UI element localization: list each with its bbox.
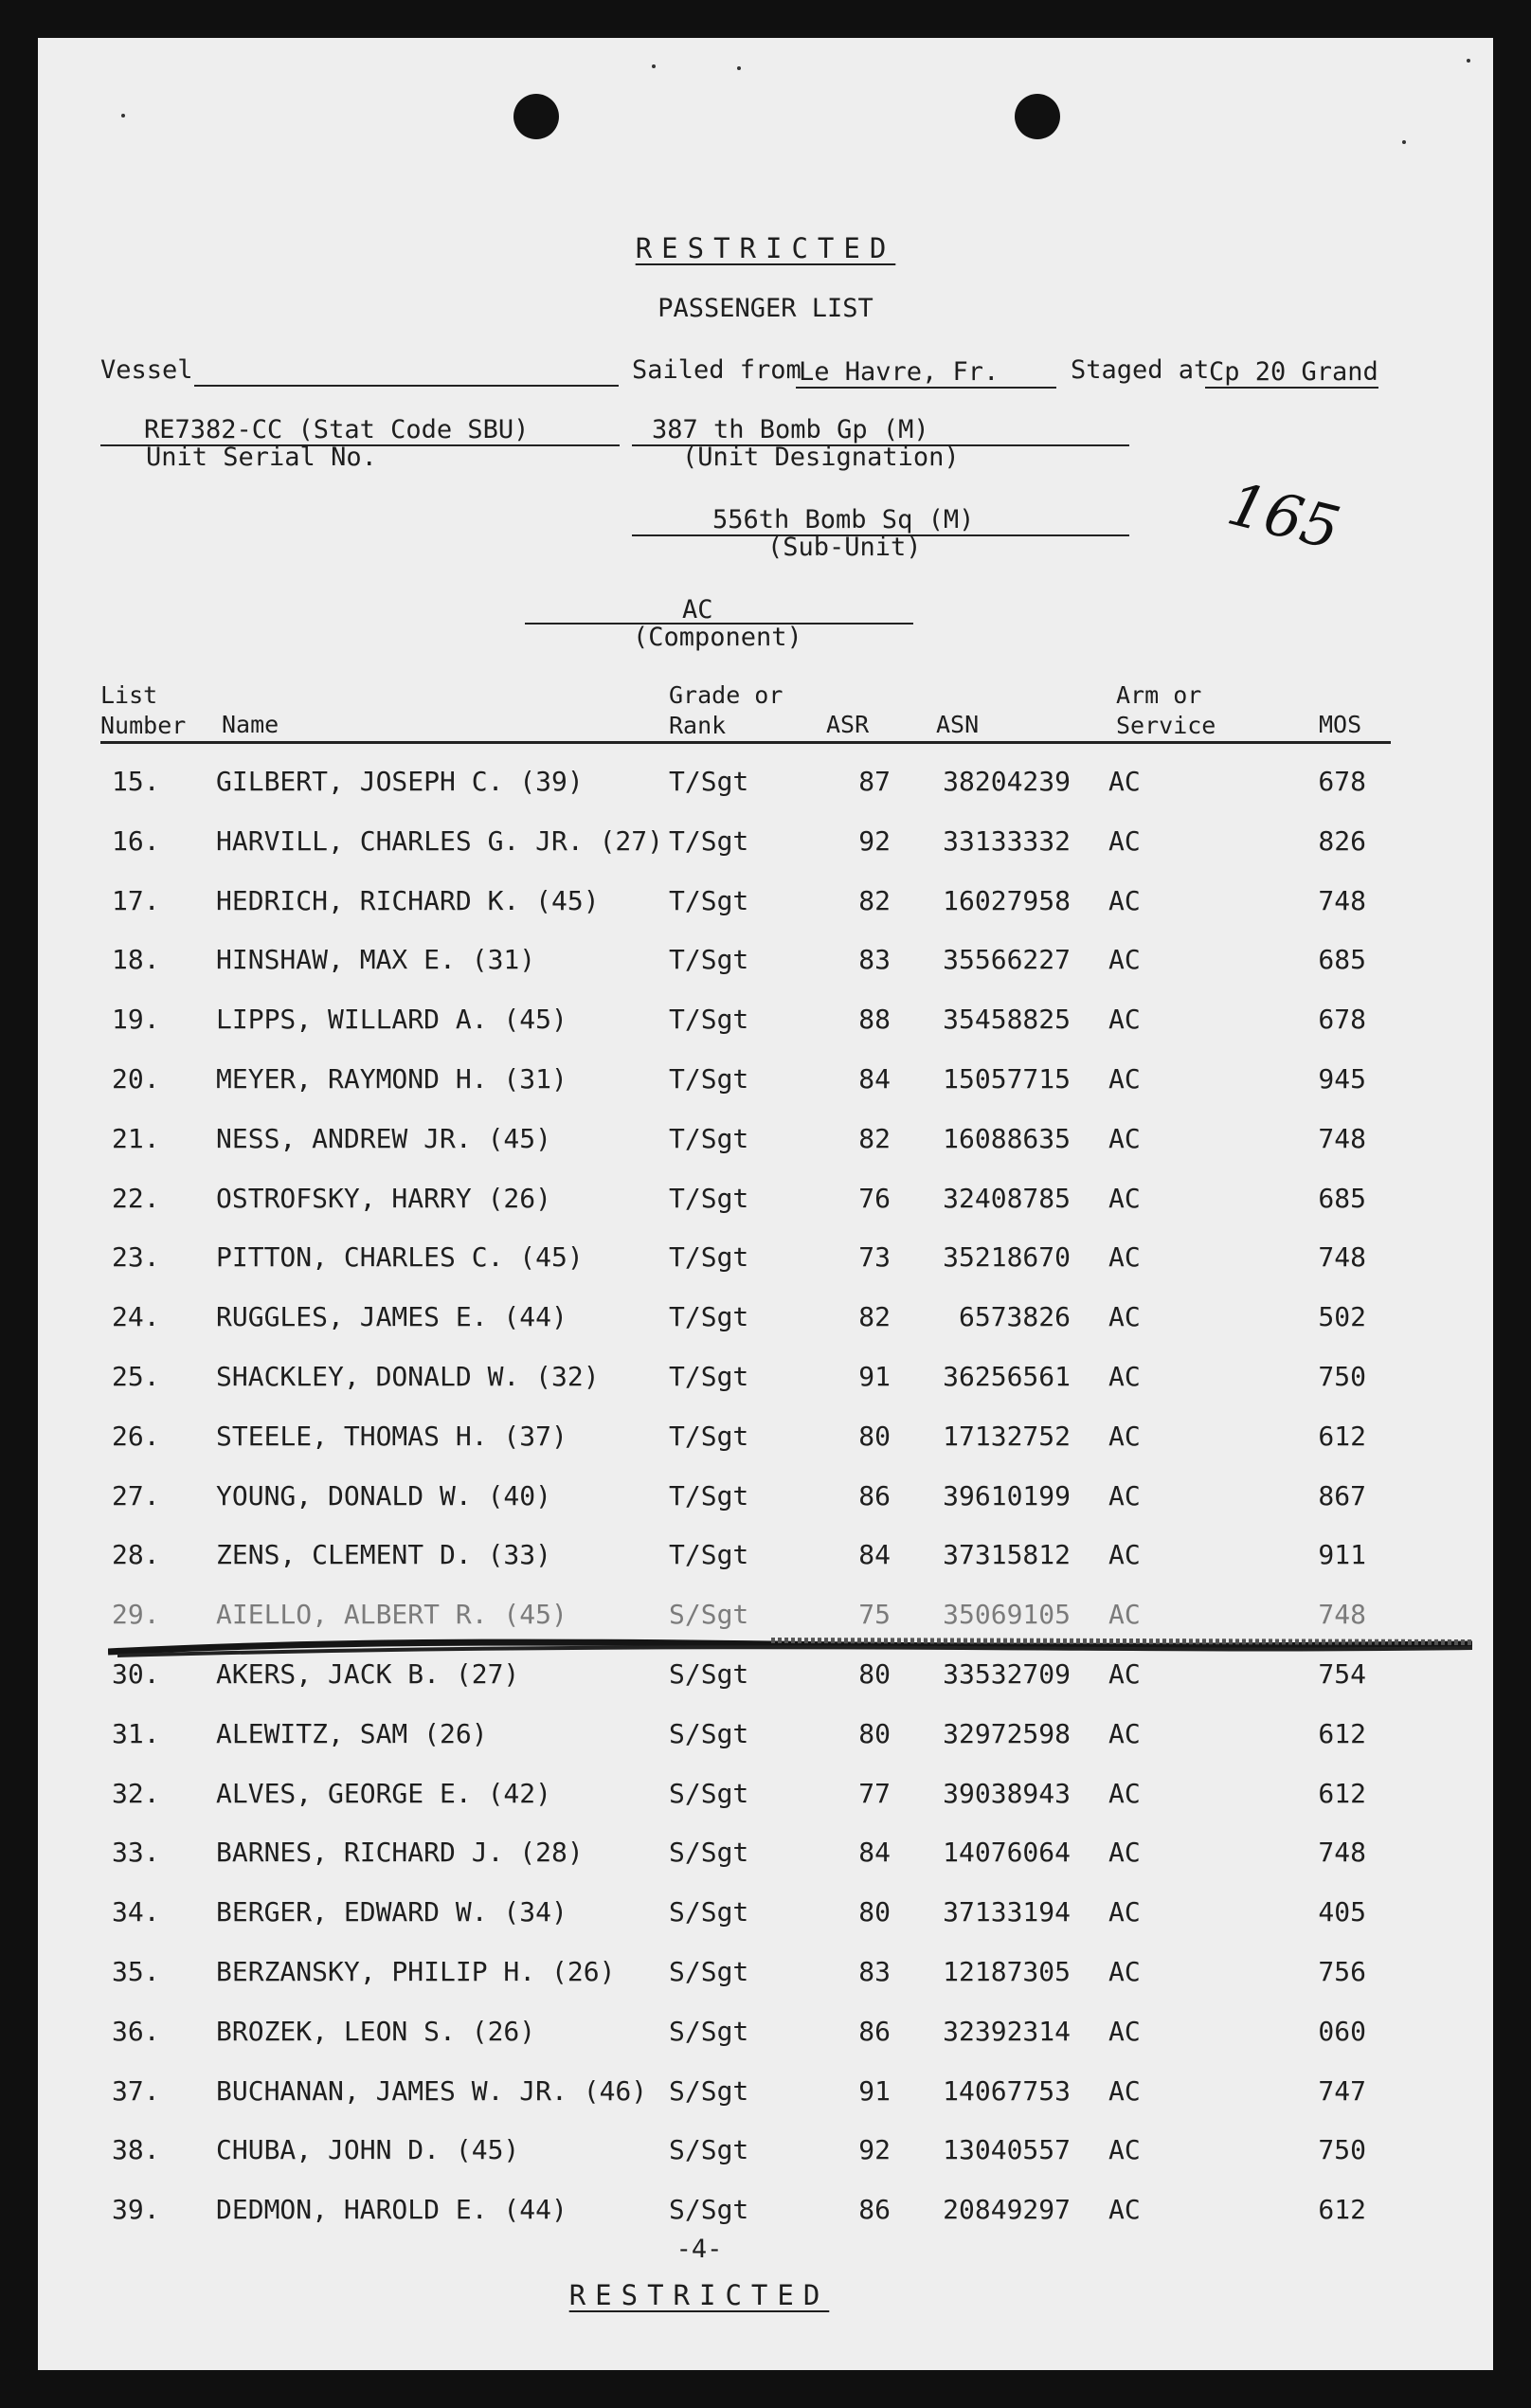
grade-rank: T/Sgt: [669, 1004, 749, 1036]
list-number: 28.: [112, 1539, 160, 1571]
table-row: [38, 1778, 1493, 1825]
grade-rank: S/Sgt: [669, 2194, 749, 2226]
arm-service: AC: [1108, 2074, 1141, 2107]
arm-service: AC: [1108, 766, 1141, 797]
asn-number: 35069105: [943, 1599, 1071, 1631]
list-number: 27.: [112, 1479, 160, 1512]
grade-rank: T/Sgt: [669, 884, 749, 916]
mos-code: 612: [1318, 1420, 1366, 1452]
sub-unit-value: 556th Bomb Sq (M): [712, 505, 975, 534]
list-number: 19.: [112, 1004, 160, 1036]
table-row: [38, 1421, 1493, 1468]
asr-score: 80: [858, 1896, 891, 1928]
mos-code: 754: [1318, 1658, 1366, 1690]
asn-number: 12187305: [943, 1956, 1071, 1987]
arm-service: AC: [1108, 1599, 1141, 1631]
grade-rank: S/Sgt: [669, 2074, 749, 2107]
unit-designation-label: (Unit Designation): [682, 443, 960, 472]
passenger-name: MEYER, RAYMOND H. (31): [216, 1063, 567, 1095]
vessel-rule: [194, 385, 619, 387]
arm-service: AC: [1108, 884, 1141, 916]
passenger-name: RUGGLES, JAMES E. (44): [216, 1301, 567, 1333]
table-row: [38, 1361, 1493, 1408]
list-number: 17.: [112, 884, 160, 916]
asr-score: 75: [858, 1599, 891, 1631]
mos-code: 750: [1318, 1361, 1366, 1392]
arm-service: AC: [1108, 1241, 1141, 1274]
paper-speck: [1402, 140, 1406, 144]
asr-score: 86: [858, 1479, 891, 1512]
asn-number: 36256561: [943, 1361, 1071, 1392]
passenger-name: AIELLO, ALBERT R. (45): [216, 1599, 567, 1631]
passenger-name: HEDRICH, RICHARD K. (45): [216, 884, 600, 916]
table-row: [38, 1956, 1493, 2003]
passenger-name: GILBERT, JOSEPH C. (39): [216, 766, 584, 797]
sailed-from-rule: [796, 387, 1056, 389]
mos-code: 612: [1318, 1717, 1366, 1749]
asr-score: 83: [858, 1956, 891, 1987]
passenger-name: ALEWITZ, SAM (26): [216, 1717, 488, 1749]
asn-number: 32972598: [943, 1717, 1071, 1749]
arm-service: AC: [1108, 2194, 1141, 2226]
table-row: [38, 1718, 1493, 1765]
asr-score: 91: [858, 1361, 891, 1392]
asn-number: 17132752: [943, 1420, 1071, 1452]
paper-speck: [737, 66, 741, 70]
list-number: 18.: [112, 944, 160, 976]
asr-score: 77: [858, 1777, 891, 1809]
classification-bottom: RESTRICTED: [568, 2279, 830, 2311]
passenger-name: SHACKLEY, DONALD W. (32): [216, 1361, 600, 1392]
asn-number: 35458825: [943, 1004, 1071, 1036]
asr-score: 76: [858, 1182, 891, 1214]
asn-number: 14067753: [943, 2074, 1071, 2107]
mos-code: 756: [1318, 1956, 1366, 1987]
asr-score: 73: [858, 1241, 891, 1274]
asn-number: 39610199: [943, 1479, 1071, 1512]
grade-rank: S/Sgt: [669, 2134, 749, 2166]
vessel-label: Vessel: [100, 355, 193, 385]
grade-rank: S/Sgt: [669, 1956, 749, 1987]
passenger-name: HINSHAW, MAX E. (31): [216, 944, 536, 976]
header-list-number: List Number: [100, 681, 187, 739]
header-asr: ASR: [826, 711, 870, 738]
unit-designation-value: 387 th Bomb Gp (M): [652, 415, 929, 444]
list-number: 36.: [112, 2015, 160, 2047]
table-row: [38, 1063, 1493, 1111]
table-row: [38, 1241, 1493, 1289]
passenger-name: HARVILL, CHARLES G. JR. (27): [216, 824, 664, 857]
arm-service: AC: [1108, 1004, 1141, 1036]
grade-rank: T/Sgt: [669, 1063, 749, 1095]
list-number: 35.: [112, 1956, 160, 1987]
grade-rank: T/Sgt: [669, 1182, 749, 1214]
grade-rank: S/Sgt: [669, 1837, 749, 1869]
asn-number: 35218670: [943, 1241, 1071, 1274]
asn-number: 38204239: [943, 766, 1071, 797]
arm-service: AC: [1108, 1896, 1141, 1928]
asr-score: 84: [858, 1539, 891, 1571]
header-name: Name: [222, 711, 279, 738]
table-row: [38, 766, 1493, 813]
unit-serial-label: Unit Serial No.: [146, 443, 377, 472]
component-value: AC: [682, 595, 713, 625]
mos-code: 748: [1318, 1837, 1366, 1869]
list-number: 33.: [112, 1837, 160, 1869]
table-row: [38, 1539, 1493, 1586]
grade-rank: S/Sgt: [669, 2015, 749, 2047]
sailed-from-value: Le Havre, Fr.: [799, 357, 1000, 387]
list-number: 34.: [112, 1896, 160, 1928]
table-row: [38, 2134, 1493, 2182]
passenger-name: STEELE, THOMAS H. (37): [216, 1420, 567, 1452]
arm-service: AC: [1108, 1837, 1141, 1869]
list-number: 38.: [112, 2134, 160, 2166]
table-row: [38, 825, 1493, 873]
grade-rank: S/Sgt: [669, 1777, 749, 1809]
table-row: [38, 1480, 1493, 1528]
mos-code: 911: [1318, 1539, 1366, 1571]
grade-rank: T/Sgt: [669, 1361, 749, 1392]
passenger-name: BROZEK, LEON S. (26): [216, 2015, 536, 2047]
list-number: 26.: [112, 1420, 160, 1452]
mos-code: 502: [1318, 1301, 1366, 1333]
grade-rank: S/Sgt: [669, 1599, 749, 1631]
mos-code: 748: [1318, 1599, 1366, 1631]
mos-code: 685: [1318, 1182, 1366, 1214]
asr-score: 86: [858, 2015, 891, 2047]
component-label: (Component): [633, 623, 802, 652]
grade-rank: S/Sgt: [669, 1717, 749, 1749]
asn-number: 33532709: [943, 1658, 1071, 1690]
asr-score: 88: [858, 1004, 891, 1036]
arm-service: AC: [1108, 944, 1141, 976]
arm-service: AC: [1108, 2015, 1141, 2047]
asr-score: 80: [858, 1717, 891, 1749]
table-row: [38, 2016, 1493, 2063]
arm-service: AC: [1108, 1777, 1141, 1809]
asr-score: 84: [858, 1063, 891, 1095]
staged-at-value: Cp 20 Grand: [1209, 357, 1378, 387]
passenger-name: BERGER, EDWARD W. (34): [216, 1896, 567, 1928]
header-mos: MOS: [1319, 711, 1362, 738]
mos-code: 867: [1318, 1479, 1366, 1512]
grade-rank: T/Sgt: [669, 1301, 749, 1333]
asn-number: 13040557: [943, 2134, 1071, 2166]
sailed-from-label: Sailed from: [632, 355, 802, 385]
grade-rank: T/Sgt: [669, 944, 749, 976]
mos-code: 685: [1318, 944, 1366, 976]
mos-code: 678: [1318, 1004, 1366, 1036]
grade-rank: T/Sgt: [669, 1241, 749, 1274]
list-number: 24.: [112, 1301, 160, 1333]
list-number: 29.: [112, 1599, 160, 1631]
asr-score: 82: [858, 884, 891, 916]
asr-score: 80: [858, 1658, 891, 1690]
paper-speck: [1467, 59, 1470, 63]
grade-rank: T/Sgt: [669, 1479, 749, 1512]
arm-service: AC: [1108, 824, 1141, 857]
staged-at-label: Staged at: [1071, 355, 1210, 385]
asn-number: 37133194: [943, 1896, 1071, 1928]
mos-code: 748: [1318, 1241, 1366, 1274]
arm-service: AC: [1108, 1301, 1141, 1333]
asn-number: 39038943: [943, 1777, 1071, 1809]
grade-rank: S/Sgt: [669, 1896, 749, 1928]
punch-hole-right: [1015, 94, 1060, 139]
asn-number: 20849297: [943, 2194, 1071, 2226]
asn-number: 32408785: [943, 1182, 1071, 1214]
document-page: [38, 38, 1493, 2370]
mos-code: 945: [1318, 1063, 1366, 1095]
passenger-name: CHUBA, JOHN D. (45): [216, 2134, 520, 2166]
asn-number: 14076064: [943, 1837, 1071, 1869]
mos-code: 748: [1318, 884, 1366, 916]
passenger-name: OSTROFSKY, HARRY (26): [216, 1182, 552, 1214]
passenger-name: AKERS, JACK B. (27): [216, 1658, 520, 1690]
mos-code: 678: [1318, 766, 1366, 797]
page-number: -4-: [675, 2235, 723, 2264]
list-number: 23.: [112, 1241, 160, 1274]
staged-at-rule: [1205, 387, 1378, 389]
arm-service: AC: [1108, 1063, 1141, 1095]
table-row: [38, 1301, 1493, 1349]
arm-service: AC: [1108, 1361, 1141, 1392]
mos-code: 612: [1318, 2194, 1366, 2226]
arm-service: AC: [1108, 1122, 1141, 1154]
asn-number: 16027958: [943, 884, 1071, 916]
punch-hole-left: [513, 94, 559, 139]
grade-rank: T/Sgt: [669, 1122, 749, 1154]
table-row: [38, 1837, 1493, 1884]
mos-code: 747: [1318, 2074, 1366, 2107]
mos-code: 750: [1318, 2134, 1366, 2166]
grade-rank: T/Sgt: [669, 766, 749, 797]
asn-number: 37315812: [943, 1539, 1071, 1571]
arm-service: AC: [1108, 1420, 1141, 1452]
list-number: 32.: [112, 1777, 160, 1809]
list-number: 21.: [112, 1122, 160, 1154]
table-row: [38, 1123, 1493, 1170]
passenger-name: ALVES, GEORGE E. (42): [216, 1777, 552, 1809]
passenger-name: NESS, ANDREW JR. (45): [216, 1122, 552, 1154]
classification-top: RESTRICTED: [635, 232, 896, 264]
list-number: 30.: [112, 1658, 160, 1690]
grade-rank: S/Sgt: [669, 1658, 749, 1690]
arm-service: AC: [1108, 1658, 1141, 1690]
asn-number: 6573826: [958, 1301, 1071, 1333]
list-number: 31.: [112, 1717, 160, 1749]
table-row: [38, 2075, 1493, 2123]
list-number: 39.: [112, 2194, 160, 2226]
asr-score: 92: [858, 824, 891, 857]
passenger-name: LIPPS, WILLARD A. (45): [216, 1004, 567, 1036]
mos-code: 748: [1318, 1122, 1366, 1154]
passenger-name: ZENS, CLEMENT D. (33): [216, 1539, 552, 1571]
mos-code: 060: [1318, 2015, 1366, 2047]
mos-code: 612: [1318, 1777, 1366, 1809]
passenger-name: BERZANSKY, PHILIP H. (26): [216, 1956, 616, 1987]
table-row: [38, 1896, 1493, 1944]
header-rule: [100, 741, 1391, 744]
asr-score: 84: [858, 1837, 891, 1869]
table-row: [38, 944, 1493, 991]
handwritten-note: 165: [1220, 468, 1347, 564]
asr-score: 91: [858, 2074, 891, 2107]
asr-score: 87: [858, 766, 891, 797]
mos-code: 826: [1318, 824, 1366, 857]
grade-rank: T/Sgt: [669, 1539, 749, 1571]
arm-service: AC: [1108, 1717, 1141, 1749]
arm-service: AC: [1108, 2134, 1141, 2166]
list-number: 37.: [112, 2074, 160, 2107]
list-number: 22.: [112, 1182, 160, 1214]
list-number: 20.: [112, 1063, 160, 1095]
asr-score: 82: [858, 1301, 891, 1333]
arm-service: AC: [1108, 1182, 1141, 1214]
arm-service: AC: [1108, 1539, 1141, 1571]
asr-score: 92: [858, 2134, 891, 2166]
table-row: [38, 1658, 1493, 1706]
passenger-name: PITTON, CHARLES C. (45): [216, 1241, 584, 1274]
passenger-name: BARNES, RICHARD J. (28): [216, 1837, 584, 1869]
asr-score: 83: [858, 944, 891, 976]
passenger-name: DEDMON, HAROLD E. (44): [216, 2194, 567, 2226]
grade-rank: T/Sgt: [669, 824, 749, 857]
asr-score: 86: [858, 2194, 891, 2226]
asn-number: 33133332: [943, 824, 1071, 857]
table-row: [38, 1004, 1493, 1051]
list-number: 16.: [112, 824, 160, 857]
mos-code: 405: [1318, 1896, 1366, 1928]
list-number: 15.: [112, 766, 160, 797]
sub-unit-label: (Sub-Unit): [767, 533, 922, 562]
passenger-name: YOUNG, DONALD W. (40): [216, 1479, 552, 1512]
document-title: PASSENGER LIST: [657, 294, 874, 323]
header-arm: Arm or Service: [1116, 681, 1216, 739]
unit-serial-value: RE7382-CC (Stat Code SBU): [144, 415, 530, 444]
header-asn: ASN: [936, 711, 980, 738]
table-row: [38, 885, 1493, 932]
paper-speck: [121, 114, 125, 118]
asn-number: 35566227: [943, 944, 1071, 976]
paper-speck: [652, 64, 656, 68]
asr-score: 82: [858, 1122, 891, 1154]
arm-service: AC: [1108, 1956, 1141, 1987]
list-number: 25.: [112, 1361, 160, 1392]
header-grade: Grade or Rank: [669, 681, 784, 739]
asr-score: 80: [858, 1420, 891, 1452]
passenger-name: BUCHANAN, JAMES W. JR. (46): [216, 2074, 648, 2107]
asn-number: 15057715: [943, 1063, 1071, 1095]
asn-number: 32392314: [943, 2015, 1071, 2047]
strikethrough-mark: [108, 1635, 1472, 1663]
asn-number: 16088635: [943, 1122, 1071, 1154]
grade-rank: T/Sgt: [669, 1420, 749, 1452]
arm-service: AC: [1108, 1479, 1141, 1512]
table-row: [38, 1183, 1493, 1230]
